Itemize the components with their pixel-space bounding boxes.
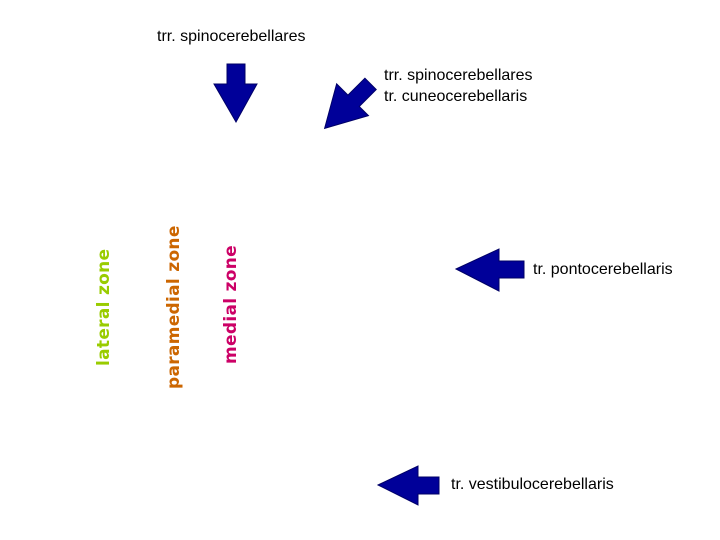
label-vestibulocerebellaris: tr. vestibulocerebellaris — [451, 476, 614, 493]
arrow-diagonal — [308, 67, 385, 144]
arrow-left-pontine — [456, 249, 524, 291]
arrow-down — [214, 64, 257, 122]
label-pontocerebellaris: tr. pontocerebellaris — [533, 261, 673, 278]
label-top-spinocerebellares: trr. spinocerebellares — [157, 28, 306, 45]
zone-lateral: lateral zone — [94, 248, 114, 366]
zone-medial: medial zone — [221, 245, 241, 364]
zone-paramedial: paramedial zone — [164, 225, 184, 389]
label-upper-right-cuneocerebellaris: tr. cuneocerebellaris — [384, 88, 528, 105]
label-upper-right-spinocerebellares: trr. spinocerebellares — [384, 67, 533, 84]
arrow-left-vestibular — [378, 466, 439, 505]
